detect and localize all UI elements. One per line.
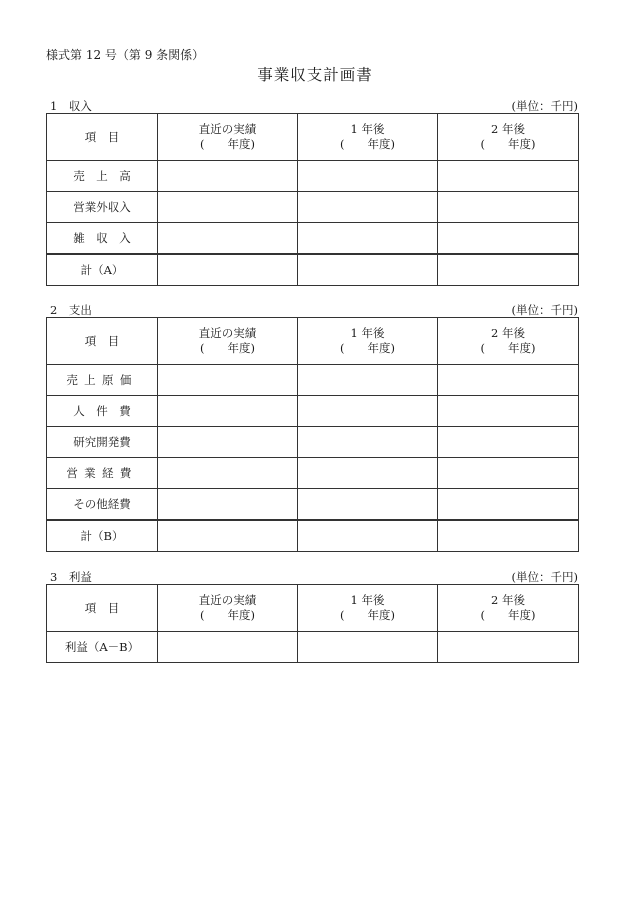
value-cell[interactable] <box>438 489 579 521</box>
header-item: 項 目 <box>47 585 158 632</box>
table-row <box>47 365 579 396</box>
table-row <box>47 396 579 427</box>
row-label: 人 件 費 <box>47 396 158 427</box>
header-recent: 直近の実績 ( 年度) <box>158 585 298 632</box>
table-header-row <box>47 318 579 365</box>
header-year1: 1 年後 ( 年度) <box>298 318 438 365</box>
value-cell[interactable] <box>298 254 438 286</box>
table-row <box>47 458 579 489</box>
value-cell[interactable] <box>438 396 579 427</box>
table-row <box>47 192 579 223</box>
section-expense-label: 2 支出 <box>50 303 92 317</box>
header-recent: 直近の実績 ( 年度) <box>158 318 298 365</box>
row-label: 売上原価 <box>47 365 158 396</box>
header-year2: 2 年後 ( 年度) <box>438 318 579 365</box>
row-label: 雑 収 入 <box>47 223 158 255</box>
value-cell[interactable] <box>158 458 298 489</box>
header-year1: 1 年後 ( 年度) <box>298 585 438 632</box>
value-cell[interactable] <box>158 254 298 286</box>
value-cell[interactable] <box>158 489 298 521</box>
value-cell[interactable] <box>298 365 438 396</box>
table-row <box>47 161 579 192</box>
value-cell[interactable] <box>438 458 579 489</box>
header-year1: 1 年後 ( 年度) <box>298 114 438 161</box>
value-cell[interactable] <box>438 161 579 192</box>
section-profit-label: 3 利益 <box>50 570 92 584</box>
value-cell[interactable] <box>158 520 298 552</box>
value-cell[interactable] <box>298 489 438 521</box>
value-cell[interactable] <box>298 161 438 192</box>
value-cell[interactable] <box>298 223 438 255</box>
table-row <box>47 489 579 521</box>
value-cell[interactable] <box>438 223 579 255</box>
value-cell[interactable] <box>438 192 579 223</box>
unit-label: (単位：千円) <box>511 303 578 317</box>
section-profit-header <box>46 569 578 584</box>
total-label: 計（B） <box>47 520 158 552</box>
value-cell[interactable] <box>158 632 298 663</box>
table-row <box>47 223 579 255</box>
unit-label: (単位：千円) <box>511 570 578 584</box>
value-cell[interactable] <box>298 396 438 427</box>
value-cell[interactable] <box>158 396 298 427</box>
total-row <box>47 254 579 286</box>
value-cell[interactable] <box>158 161 298 192</box>
total-row <box>47 520 579 552</box>
value-cell[interactable] <box>298 520 438 552</box>
income-table <box>46 113 579 286</box>
value-cell[interactable] <box>158 192 298 223</box>
value-cell[interactable] <box>158 223 298 255</box>
header-year2: 2 年後 ( 年度) <box>438 585 579 632</box>
value-cell[interactable] <box>438 520 579 552</box>
value-cell[interactable] <box>298 458 438 489</box>
table-header-row <box>47 585 579 632</box>
value-cell[interactable] <box>298 427 438 458</box>
total-row <box>47 632 579 663</box>
expense-table <box>46 317 579 552</box>
value-cell[interactable] <box>438 632 579 663</box>
row-label: 営業経費 <box>47 458 158 489</box>
header-year2: 2 年後 ( 年度) <box>438 114 579 161</box>
unit-label: (単位：千円) <box>511 99 578 113</box>
profit-table <box>46 584 579 663</box>
value-cell[interactable] <box>158 427 298 458</box>
table-row <box>47 427 579 458</box>
section-income-header <box>46 98 578 113</box>
total-label: 利益（A－B） <box>47 632 158 663</box>
row-label: 研究開発費 <box>47 427 158 458</box>
row-label: 売 上 高 <box>47 161 158 192</box>
form-number: 様式第 12 号（第 9 条関係） <box>46 48 205 62</box>
header-recent: 直近の実績 ( 年度) <box>158 114 298 161</box>
header-item: 項 目 <box>47 114 158 161</box>
row-label: その他経費 <box>47 489 158 521</box>
document-title: 事業収支計画書 <box>257 66 373 84</box>
value-cell[interactable] <box>298 632 438 663</box>
value-cell[interactable] <box>298 192 438 223</box>
value-cell[interactable] <box>438 365 579 396</box>
header-item: 項 目 <box>47 318 158 365</box>
row-label: 営業外収入 <box>47 192 158 223</box>
total-label: 計（A） <box>47 254 158 286</box>
value-cell[interactable] <box>438 254 579 286</box>
table-header-row <box>47 114 579 161</box>
value-cell[interactable] <box>438 427 579 458</box>
section-expense-header <box>46 302 578 317</box>
section-income-label: 1 収入 <box>50 99 92 113</box>
value-cell[interactable] <box>158 365 298 396</box>
